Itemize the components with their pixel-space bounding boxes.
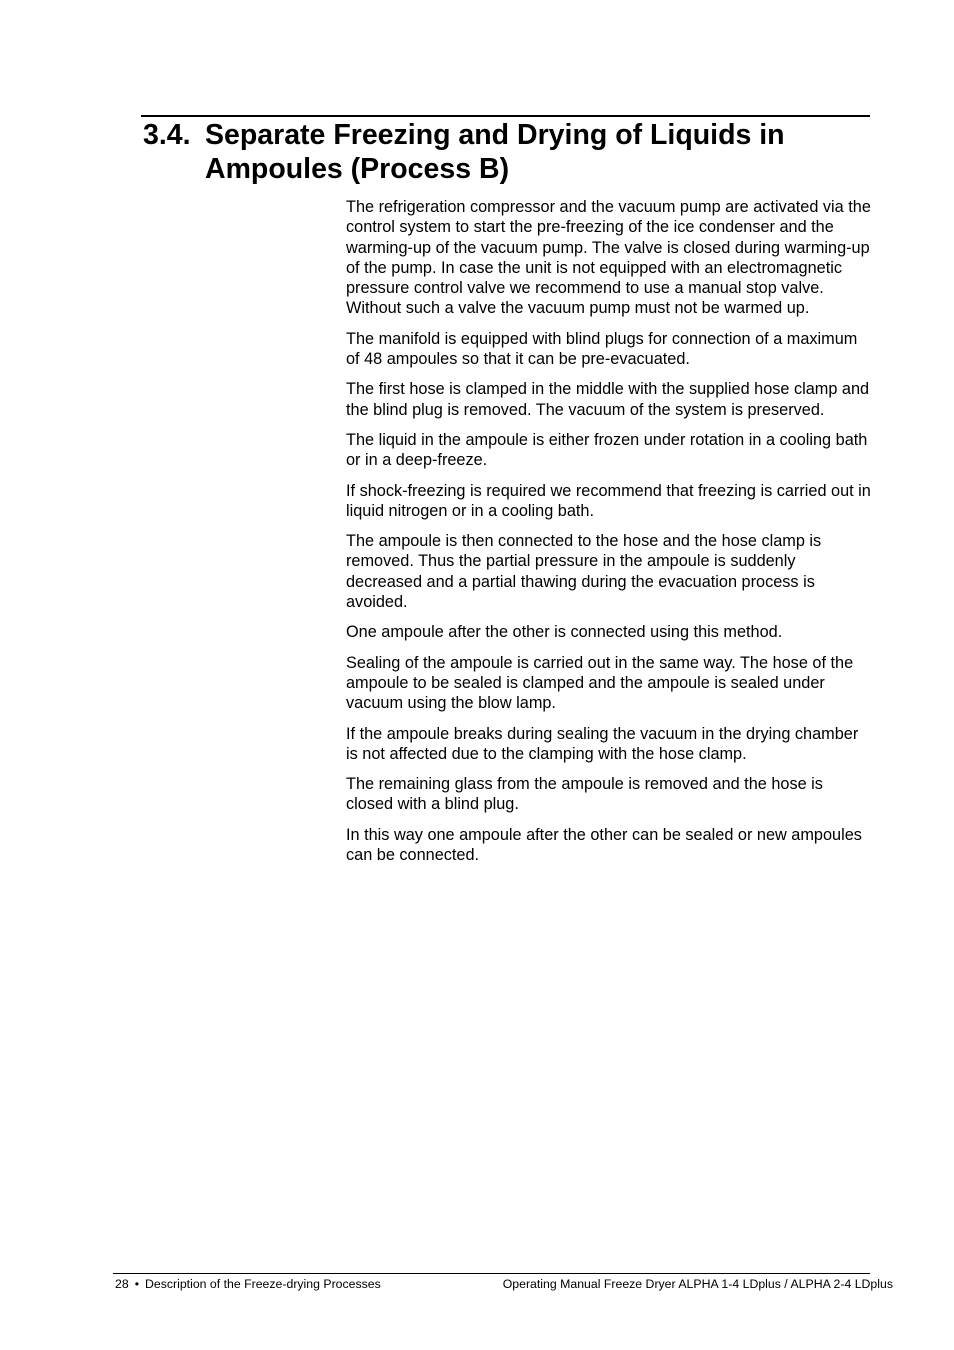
- body-text: [346, 197, 874, 875]
- footer-left: [115, 1277, 381, 1291]
- paragraph: One ampoule after the other is connected using this method.: [346, 623, 783, 642]
- paragraph: The liquid in the ampoule is either frozen under rotation in a cooling bath or in a deep-freeze.: [346, 430, 868, 470]
- paragraph: If the ampoule breaks during sealing the vacuum in the drying chamber is not affected due to the clamping with the hose clamp.: [346, 724, 859, 763]
- paragraph: The manifold is equipped with blind plugs for connection of a maximum of 48 ampoules so that it can be pre-evacuated.: [346, 329, 858, 369]
- paragraph: The refrigeration compressor and the vacuum pump are activated via the control system to start the pre-freezing of the ice condenser and the warming-up of the vacuum pump. The valve is closed during warming-up of the pump. In case the unit is not equipped with an electromagnetic pressure control valve we recommend to use a manual stop valve. Without such a valve the vacuum pump must not be warmed up.: [346, 198, 871, 318]
- bullet-icon: •: [134, 1277, 139, 1291]
- paragraph: The ampoule is then connected to the hose and the hose clamp is removed. Thus the partial pressure in the ampoule is suddenly decreased and a partial thawing during the evacuation process is avoided.: [346, 532, 822, 612]
- footer-rule: [113, 1273, 870, 1274]
- page-number: 28: [115, 1277, 129, 1291]
- paragraph: The remaining glass from the ampoule is removed and the hose is closed with a blind plug.: [346, 775, 823, 814]
- footer-chapter: Description of the Freeze-drying Processes: [145, 1277, 381, 1291]
- section-top-rule: [141, 115, 870, 117]
- paragraph: The first hose is clamped in the middle with the supplied hose clamp and the blind plug is removed. The vacuum of the system is preserved.: [346, 380, 870, 419]
- section-title: Separate Freezing and Drying of Liquids in Ampoules (Process B): [205, 119, 785, 185]
- paragraph: In this way one ampoule after the other can be sealed or new ampoules can be connected.: [346, 825, 862, 865]
- footer-manual-title: Operating Manual Freeze Dryer ALPHA 1-4 LDplus / ALPHA 2-4 LDplus: [502, 1277, 893, 1291]
- paragraph: If shock-freezing is required we recommend that freezing is carried out in liquid nitrogen or in a cooling bath.: [346, 481, 871, 520]
- section-heading: [141, 118, 870, 186]
- section-number: 3.4.: [143, 119, 191, 151]
- paragraph: Sealing of the ampoule is carried out in the same way. The hose of the ampoule to be sealed is clamped and the ampoule is sealed under vacuum using the blow lamp.: [346, 653, 854, 713]
